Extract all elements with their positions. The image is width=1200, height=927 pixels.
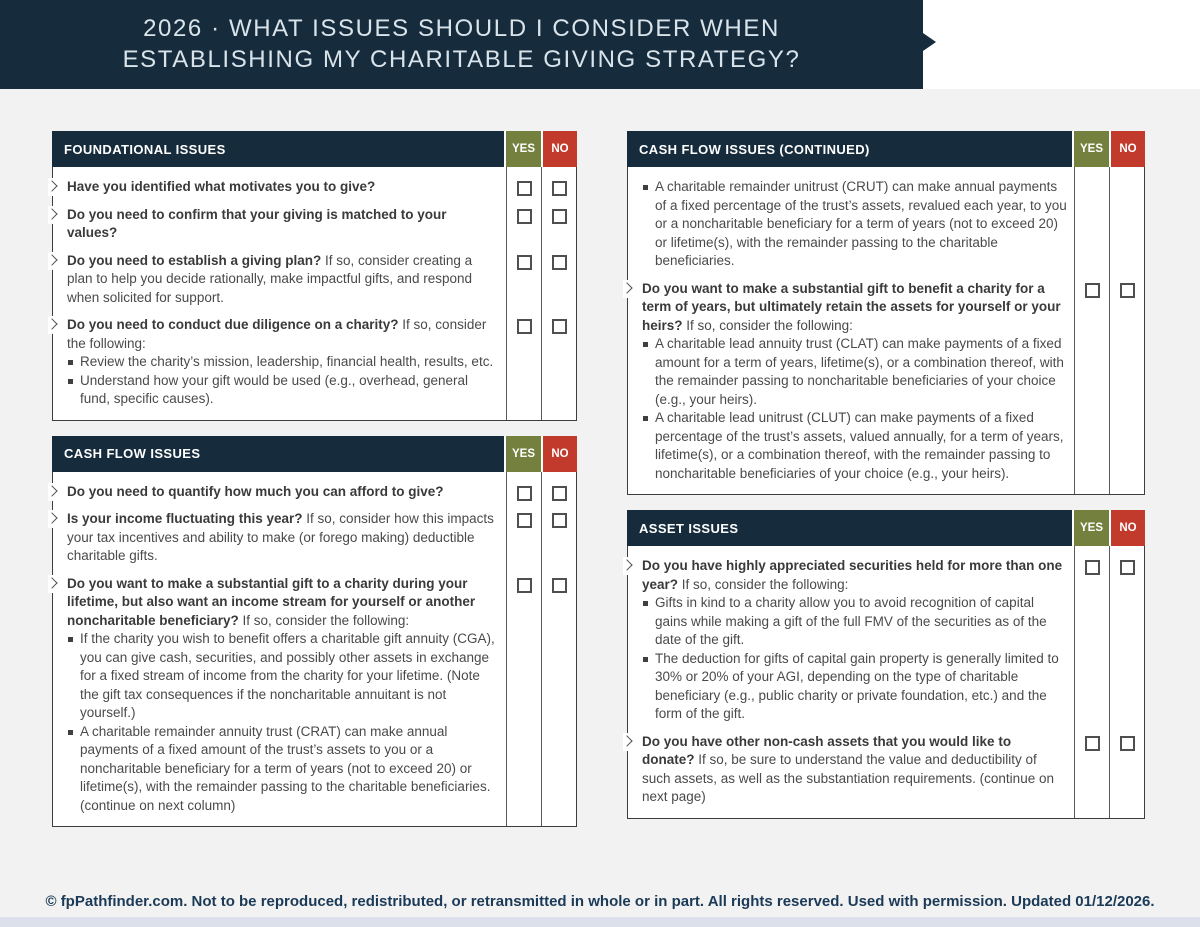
question-content [53,252,507,308]
question-content [53,206,507,243]
bullet-square-icon [643,185,648,190]
no-checkbox[interactable] [552,578,567,593]
title-banner [0,0,923,89]
section-rows [628,546,1144,818]
yes-checkbox[interactable] [1085,560,1100,575]
bullet-text: If the charity you wish to benefit offers a charitable gift annuity (CGA), you can give cash, securities, and possibly other assets in exchange for a fixed stream of income from the charity for your lifetime. (Note the gift tax consequences if the noncharitable annuitant is not yourself.) [80,631,495,720]
chevron-right-icon [48,575,58,593]
question-text: Do you want to make a substantial gift to benefit a charity for a term of years, but ultimately retain the assets for yourself or your heirs? [642,280,1061,333]
yes-column-header: YES [1074,510,1109,546]
question-text: Do you want to make a substantial gift to a charity during your lifetime, but also want an income stream for yourself or another noncharitable beneficiary? [67,575,476,628]
question-content [628,280,1075,484]
no-column-divider [541,167,542,420]
question-row [53,575,576,825]
yes-column-divider [506,167,507,420]
question-row [628,733,1144,816]
no-cell [542,483,576,502]
question-row [53,178,576,206]
question-detail: If so, consider creating a plan to help you decide rationally, make impactful gifts, and respond when solicited for support. [67,252,473,305]
bullet-text: The deduction for gifts of capital gain property is generally limited to 30% or 20% of your AGI, depending on the type of charitable beneficiary (e.g., public charity or private foundation, etc.) and the form of the gift. [655,650,1059,721]
no-checkbox[interactable] [552,255,567,270]
question-row [53,206,576,252]
bullet-list [642,335,1067,483]
chevron-right-icon [48,178,58,196]
no-cell [542,252,576,308]
question-content [628,557,1075,724]
yes-column-divider [1074,167,1075,494]
yes-column-divider [506,472,507,827]
section-rows [53,472,576,827]
question-row [53,510,576,575]
bullet-square-icon [68,637,73,642]
question-detail: If so, consider how this impacts your tax incentives and ability to make (or forego making) deductible charitable gifts. [67,511,494,563]
bullet-list [642,178,1067,271]
question-row [53,483,576,511]
bullet-item [67,372,499,409]
no-cell [542,178,576,197]
question-text: Do you need to establish a giving plan? [67,252,322,268]
question-detail: If so, consider the following: [238,612,410,628]
right-column [627,131,1145,842]
question-text: Do you have highly appreciated securities held for more than one year? [642,558,1063,592]
question-content [628,178,1075,271]
section-header [627,131,1145,167]
no-column-divider [1109,167,1110,494]
question-content [53,575,507,816]
yes-cell [507,206,542,243]
no-cell [1110,178,1144,271]
section-body [627,546,1145,819]
yes-checkbox[interactable] [517,209,532,224]
checklist-section [52,131,577,421]
no-cell [542,206,576,243]
page-title-line2: ESTABLISHING MY CHARITABLE GIVING STRATEGY? [122,46,801,73]
question-content [53,510,507,566]
bullet-text: Review the charity’s mission, leadership, financial health, results, etc. [80,354,494,369]
question-detail: If so, be sure to understand the value and deductibility of such assets, as well as the substantiation requirements. (continue on next page) [642,752,1054,804]
question-row [628,280,1144,493]
bullet-list [642,594,1067,724]
yes-cell [507,510,542,566]
chevron-right-icon [48,510,58,528]
no-column-header: NO [1111,510,1145,546]
question-content [628,733,1075,807]
no-checkbox[interactable] [552,181,567,196]
no-column-header: NO [543,131,577,167]
no-checkbox[interactable] [552,486,567,501]
no-checkbox[interactable] [552,513,567,528]
no-cell [542,575,576,816]
left-column [52,131,577,842]
no-checkbox[interactable] [1120,736,1135,751]
bullet-item [67,630,499,723]
yes-cell [1075,733,1110,807]
section-title: CASH FLOW ISSUES (CONTINUED) [627,131,1072,167]
section-header [52,131,577,167]
yes-checkbox[interactable] [517,486,532,501]
question-text: Have you identified what motivates you to give? [67,179,376,194]
question-text: Do you need to quantify how much you can afford to give? [67,483,444,499]
checklist-section [627,510,1145,819]
bullet-square-icon [643,342,648,347]
question-text: Do you need to confirm that your giving is matched to your values? [67,206,447,240]
yes-cell [507,252,542,308]
copyright-notice: © fpPathfinder.com. Not to be reproduced, redistributed, or retransmitted in whole or in part. All rights reserved. Used with permission. Updated 01/12/2026. [45,893,1155,910]
yes-column-header: YES [1074,131,1109,167]
no-column-divider [1109,546,1110,818]
chevron-right-icon [48,316,58,334]
yes-checkbox[interactable] [517,255,532,270]
bullet-square-icon [643,601,648,606]
section-header [52,436,577,472]
bullet-text: A charitable lead annuity trust (CLAT) can make payments of a fixed amount for a term of years, lifetime(s), or a combination thereof, with the remainder passing to noncharitable beneficiaries of your choice (e.g., your heirs). [655,336,1064,407]
yes-checkbox[interactable] [517,578,532,593]
chevron-right-icon [48,483,58,501]
yes-checkbox[interactable] [1085,736,1100,751]
bullet-text: A charitable lead unitrust (CLUT) can make payments of a fixed percentage of the trust’s assets, valued annually, for a term of years, lifetime(s), or a combination thereof, with the remainder passing to noncharitable beneficiaries of your choice (e.g., your heirs). [655,410,1064,481]
chevron-right-icon [48,206,58,224]
bullet-item [642,178,1067,271]
yes-cell [507,575,542,816]
bullet-square-icon [643,416,648,421]
no-column-header: NO [543,436,577,472]
chevron-right-icon [623,733,633,751]
yes-checkbox[interactable] [517,513,532,528]
section-title: ASSET ISSUES [627,510,1072,546]
question-detail: If so, consider the following: [682,317,853,333]
yes-cell [1075,178,1110,271]
bullet-item [642,409,1067,483]
no-checkbox[interactable] [1120,283,1135,298]
yes-cell [1075,557,1110,724]
bullet-text: A charitable remainder unitrust (CRUT) can make annual payments of a fixed percentage of the trust’s assets, revalued each year, to you or a noncharitable beneficiary for a term of years (not to exceed 20) or lifetime(s), with the remainder passing to the charitable beneficiaries. [655,179,1067,268]
question-content [53,178,507,197]
no-checkbox[interactable] [552,209,567,224]
no-cell [1110,280,1144,484]
question-row [628,178,1144,280]
yes-checkbox[interactable] [1085,283,1100,298]
no-column-divider [541,472,542,827]
section-title: FOUNDATIONAL ISSUES [52,131,504,167]
page-title [0,0,923,75]
checklist-section [627,131,1145,495]
yes-column-header: YES [506,131,541,167]
yes-column-divider [1074,546,1075,818]
bullet-text: Gifts in kind to a charity allow you to avoid recognition of capital gains while making a gift of the full FMV of the securities as of the date of the gift. [655,595,1047,647]
bullet-item [67,353,499,372]
bottom-accent-strip [0,917,1200,927]
no-cell [1110,733,1144,807]
no-checkbox[interactable] [1120,560,1135,575]
yes-column-header: YES [506,436,541,472]
question-row [628,557,1144,733]
yes-cell [507,178,542,197]
bullet-square-icon [68,730,73,735]
bullet-square-icon [68,379,73,384]
bullet-item [67,723,499,816]
yes-cell [507,483,542,502]
bullet-text: Understand how your gift would be used (e.g., overhead, general fund, specific causes). [80,372,468,406]
page-title-line1: 2026 · WHAT ISSUES SHOULD I CONSIDER WHEN [143,15,780,42]
section-header [627,510,1145,546]
no-cell [542,510,576,566]
bullet-square-icon [68,360,73,365]
checklist-columns [52,131,1145,842]
chevron-right-icon [48,252,58,270]
no-cell [542,316,576,409]
bullet-text: A charitable remainder annuity trust (CRAT) can make annual payments of a fixed amount of the trust’s assets to you or a noncharitable beneficiary for a term of years (not to exceed 20) or lifetime(s), with the remainder passing to the charitable beneficiaries. (continue on next column) [80,723,491,813]
yes-checkbox[interactable] [517,319,532,334]
section-rows [53,167,576,420]
chevron-right-icon [623,280,633,298]
bullet-list [67,353,499,409]
section-rows [628,167,1144,494]
yes-checkbox[interactable] [517,181,532,196]
question-text: Do you need to conduct due diligence on a charity? [67,317,399,332]
question-detail: If so, consider the following: [67,317,487,351]
bullet-item [642,335,1067,409]
section-body [627,167,1145,495]
section-body [52,167,577,421]
question-detail: If so, consider the following: [678,576,849,592]
yes-cell [507,316,542,409]
question-row [53,316,576,418]
no-column-header: NO [1111,131,1145,167]
section-title: CASH FLOW ISSUES [52,436,504,472]
bullet-list [67,630,499,815]
no-checkbox[interactable] [552,319,567,334]
bullet-square-icon [643,657,648,662]
checklist-section [52,436,577,828]
question-content [53,483,507,502]
chevron-right-icon [623,557,633,575]
bullet-item [642,594,1067,650]
no-cell [1110,557,1144,724]
section-body [52,472,577,828]
question-text: Do you have other non-cash assets that you would like to donate? [642,733,1012,767]
question-text: Is your income fluctuating this year? [67,511,303,526]
question-content [53,316,507,409]
bullet-item [642,650,1067,724]
question-row [53,252,576,317]
yes-cell [1075,280,1110,484]
